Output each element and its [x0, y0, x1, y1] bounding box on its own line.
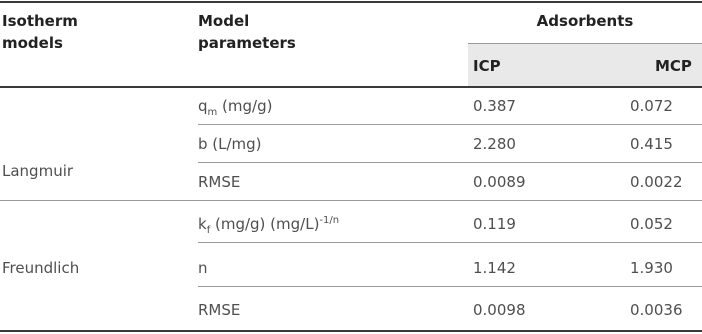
value-mcp: 0.052	[630, 215, 673, 233]
header-isotherm-line1: Isotherm	[2, 12, 78, 30]
value-icp: 0.0098	[473, 301, 526, 319]
row-divider	[198, 286, 702, 287]
value-icp: 2.280	[473, 135, 516, 153]
value-icp: 1.142	[473, 259, 516, 277]
header-mcp: MCP	[655, 57, 692, 75]
row-divider	[198, 162, 702, 163]
value-icp: 0.387	[473, 97, 516, 115]
header-model-parameters	[198, 10, 296, 54]
param-rest: (mg/g)	[217, 97, 273, 115]
value-icp: 0.0089	[473, 173, 526, 191]
header-isotherm-line2: models	[2, 34, 63, 52]
group-divider	[0, 200, 702, 201]
header-icp: ICP	[473, 57, 501, 75]
param-qm	[198, 96, 272, 116]
param-rest: (mg/g) (mg/L)	[210, 215, 320, 233]
value-mcp: 0.072	[630, 97, 673, 115]
header-model-line2: parameters	[198, 34, 296, 52]
param-b: b (L/mg)	[198, 135, 262, 153]
param-sub: f	[206, 225, 211, 236]
param-sub: m	[207, 107, 218, 118]
value-mcp: 0.0022	[630, 173, 683, 191]
value-mcp: 1.930	[630, 259, 673, 277]
model-langmuir: Langmuir	[2, 162, 74, 180]
header-bottom-rule	[0, 86, 702, 88]
value-mcp: 0.415	[630, 135, 673, 153]
param-n: n	[198, 259, 208, 277]
header-isotherm-models	[2, 10, 78, 54]
param-rmse: RMSE	[198, 301, 241, 319]
param-rmse: RMSE	[198, 173, 241, 191]
adsorbents-underline	[468, 43, 702, 44]
header-model-line1: Model	[198, 12, 250, 30]
param-base: k	[198, 215, 207, 233]
table-bottom-rule	[0, 330, 702, 332]
table-top-rule	[0, 1, 702, 3]
value-icp: 0.119	[473, 215, 516, 233]
param-sup: -1/n	[319, 215, 340, 226]
param-base: q	[198, 97, 208, 115]
model-freundlich: Freundlich	[2, 259, 80, 277]
row-divider	[198, 242, 702, 243]
header-adsorbents: Adsorbents	[536, 12, 634, 30]
value-mcp: 0.0036	[630, 301, 683, 319]
param-kf	[198, 214, 339, 234]
row-divider	[198, 124, 702, 125]
